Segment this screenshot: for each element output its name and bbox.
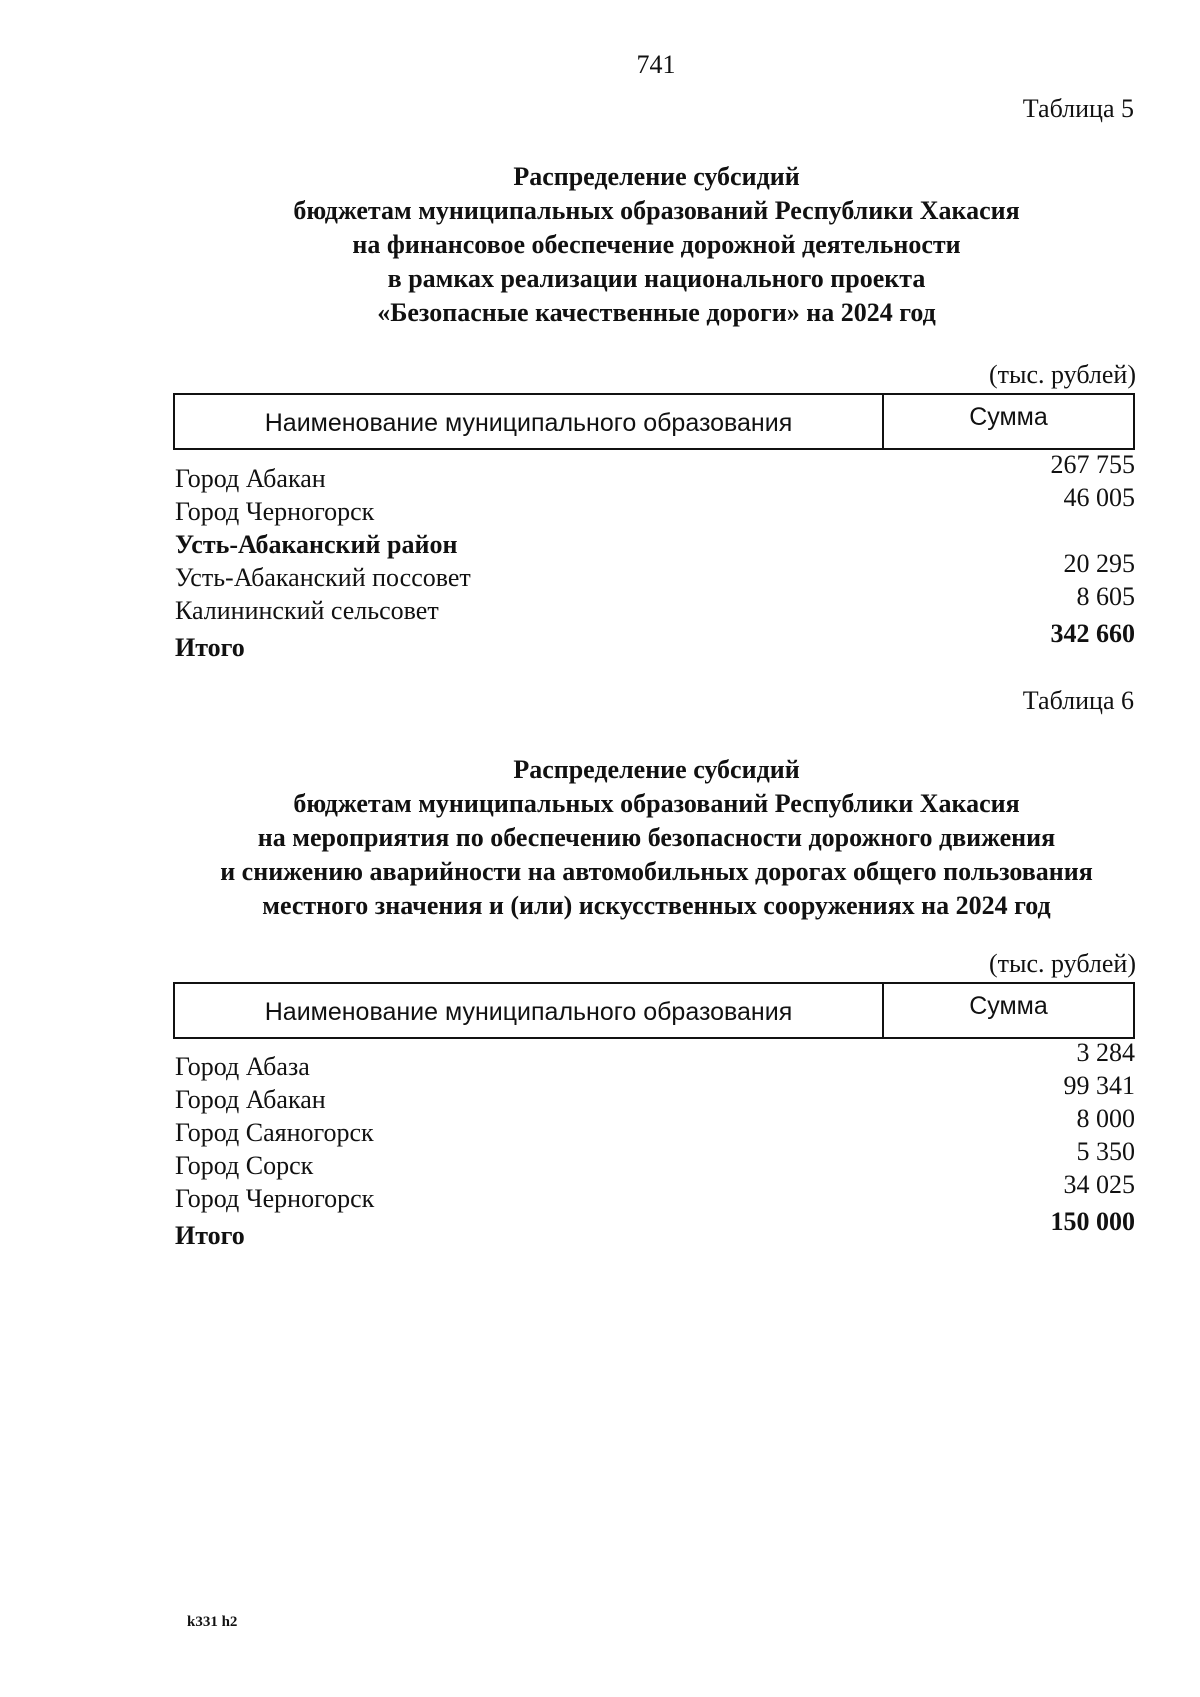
table-row-total <box>173 1207 1135 1250</box>
table-row <box>173 1104 1135 1147</box>
table-row <box>173 549 1135 592</box>
column-header-name: Наименование муниципального образования <box>175 984 884 1037</box>
row-value: 99 341 <box>1063 1071 1135 1100</box>
table-6-title-line: на мероприятия по обеспечению безопасности дорожного движения <box>257 823 1056 852</box>
table-6-title <box>130 753 1183 923</box>
row-name: Усть-Абаканский район <box>175 530 458 559</box>
table-6-units: (тыс. рублей) <box>988 949 1136 978</box>
table-row <box>173 1038 1135 1081</box>
table-5-caption: Таблица 5 <box>1022 94 1134 123</box>
row-value: 3 284 <box>1076 1038 1135 1067</box>
row-value: 8 605 <box>1076 582 1135 611</box>
row-name: Город Сорск <box>175 1151 314 1180</box>
table-row <box>173 1137 1135 1180</box>
table-5-title-line: на финансовое обеспечение дорожной деятельности <box>352 230 961 259</box>
row-name: Итого <box>175 633 245 662</box>
row-name: Калининский сельсовет <box>175 596 439 625</box>
row-name: Город Саяногорск <box>175 1118 374 1147</box>
table-6-caption: Таблица 6 <box>1022 686 1134 715</box>
row-name: Город Черногорск <box>175 1184 375 1213</box>
table-6-body <box>173 1038 1135 1250</box>
table-6-header <box>173 982 1135 1039</box>
row-value: 46 005 <box>1063 483 1135 512</box>
table-row <box>173 450 1135 493</box>
table-5-title-line: «Безопасные качественные дороги» на 2024 год <box>377 298 936 327</box>
column-header-sum: Сумма <box>969 992 1048 1020</box>
table-row <box>173 582 1135 625</box>
table-5-title <box>130 160 1183 330</box>
table-row <box>173 483 1135 526</box>
table-5-title-line: бюджетам муниципальных образований Республики Хакасия <box>293 196 1020 225</box>
row-value: 342 660 <box>1050 619 1135 648</box>
row-value: 34 025 <box>1063 1170 1135 1199</box>
row-value: 5 350 <box>1076 1137 1135 1166</box>
table-row-total <box>173 619 1135 662</box>
table-row <box>173 1170 1135 1213</box>
column-header-name: Наименование муниципального образования <box>175 395 884 448</box>
page-number: 741 <box>636 50 676 79</box>
table-5-title-line: Распределение субсидий <box>513 162 800 191</box>
row-name: Город Абаза <box>175 1052 310 1081</box>
table-6-title-line: бюджетам муниципальных образований Республики Хакасия <box>293 789 1020 818</box>
row-name: Город Черногорск <box>175 497 375 526</box>
row-name: Город Абакан <box>175 1085 326 1114</box>
row-name: Город Абакан <box>175 464 326 493</box>
table-row-group-heading <box>173 524 1135 557</box>
table-5-header <box>173 393 1135 450</box>
row-name: Усть-Абаканский поссовет <box>175 563 471 592</box>
table-5-units: (тыс. рублей) <box>988 360 1136 389</box>
table-6-title-line: местного значения и (или) искусственных сооружениях на 2024 год <box>262 891 1051 920</box>
row-value: 8 000 <box>1076 1104 1135 1133</box>
row-name: Итого <box>175 1221 245 1250</box>
column-header-sum: Сумма <box>969 403 1048 431</box>
table-6-title-line: Распределение субсидий <box>513 755 800 784</box>
row-value: 267 755 <box>1050 450 1135 479</box>
row-value: 150 000 <box>1050 1207 1135 1236</box>
table-5-body <box>173 450 1135 662</box>
table-row <box>173 1071 1135 1114</box>
table-5-title-line: в рамках реализации национального проекта <box>387 264 926 293</box>
table-6-title-line: и снижению аварийности на автомобильных дорогах общего пользования <box>220 857 1093 886</box>
row-value: 20 295 <box>1063 549 1135 578</box>
footer-document-code: k331 h2 <box>187 1614 238 1630</box>
